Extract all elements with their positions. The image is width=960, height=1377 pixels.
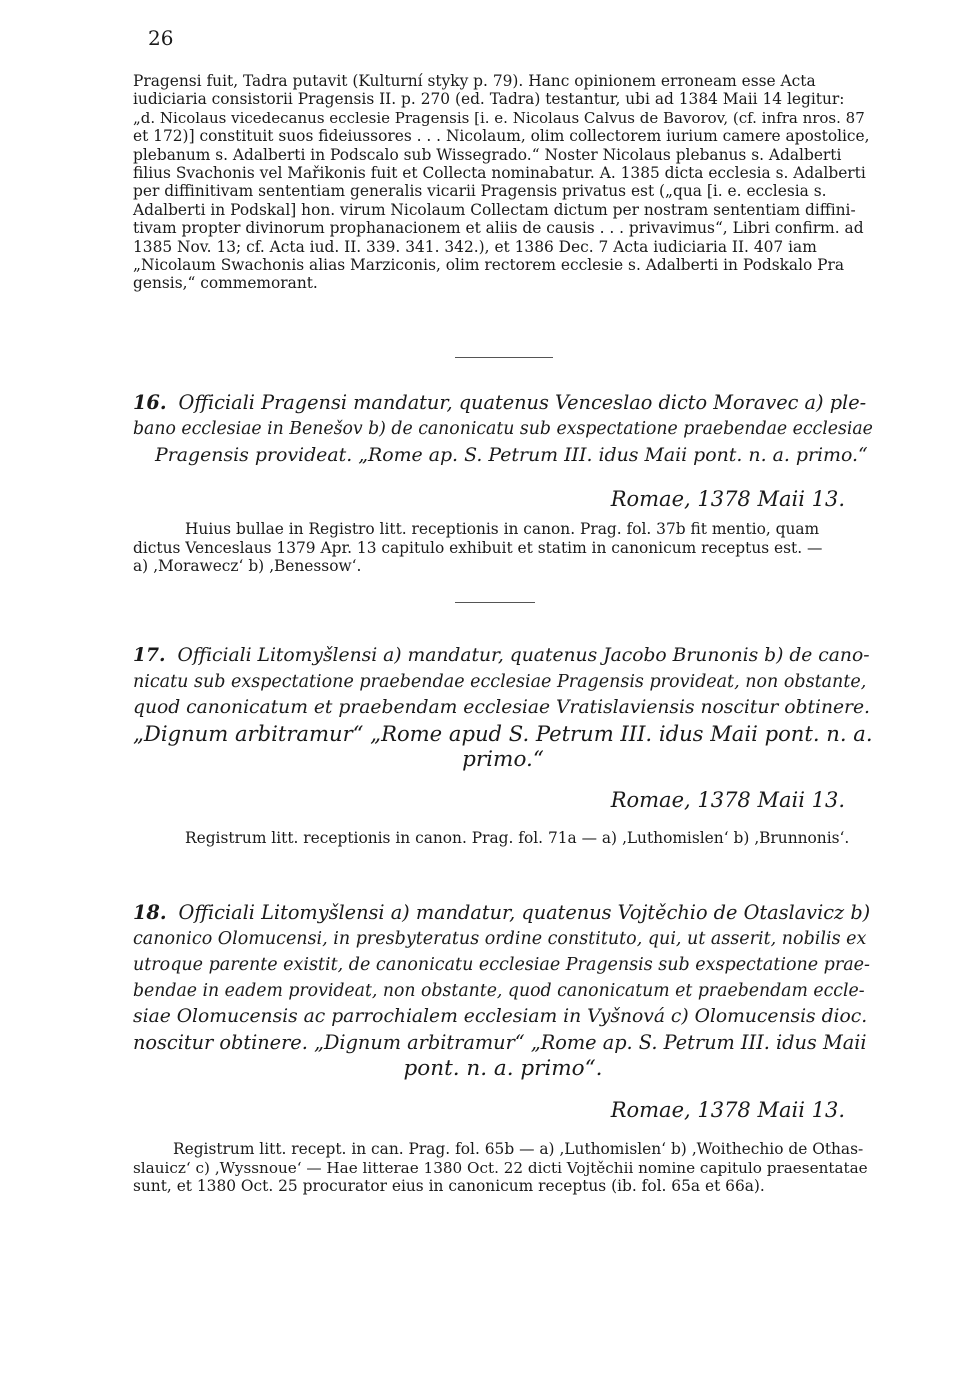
- intro-line: per diffinitivam sententiam generalis vicarii Pragensis privatus est („qua [i. e. ecclesia s.: [133, 182, 827, 201]
- heading-line: „Dignum arbitramur“ „Rome apud S. Petrum III. idus Maii pont. n. a.: [133, 721, 873, 746]
- note-line: Registrum litt. recept. in can. Prag. fol. 65b — a) ‚Luthomislen‘ b) ‚Woithechio de Othas-: [173, 1140, 864, 1158]
- intro-paragraph: [133, 72, 871, 293]
- section-divider: [455, 602, 535, 603]
- heading-line: bendae in eadem provideat, non obstante, quod canonicatum et praebendam eccle-: [133, 981, 865, 1001]
- heading-line: noscitur obtinere. „Dignum arbitramur“ „Rome ap. S. Petrum III. idus Maii: [133, 1031, 867, 1054]
- note-line: dictus Venceslaus 1379 Apr. 13 capitulo exhibuit et statim in canonicum receptus est. —: [133, 538, 823, 557]
- heading-line: pont. n. a. primo“.: [403, 1056, 603, 1081]
- entry-17-heading: [133, 642, 873, 773]
- heading-line: 16. Officiali Pragensi mandatur, quatenus Venceslao dicto Moravec a) ple-: [133, 391, 867, 414]
- intro-line: gensis,“ commemorant.: [133, 274, 318, 293]
- heading-line: nicatu sub exspectatione praebendae ecclesiae Pragensis provideat, non obstante,: [133, 672, 867, 692]
- intro-line: iudiciaria consistorii Pragensis II. p. 270 (ed. Tadra) testantur, ubi ad 1384 Maii 14 legitur:: [133, 90, 845, 109]
- entry-number: 18.: [133, 901, 167, 924]
- heading-line: utroque parente existit, de canonicatu ecclesiae Pragensis sub exspectatione prae-: [133, 955, 870, 975]
- intro-line: Pragensi fuit, Tadra putavit (Kulturní styky p. 79). Hanc opinionem erroneam esse Acta: [133, 72, 816, 90]
- note-line: sunt, et 1380 Oct. 25 procurator eius in canonicum receptus (ib. fol. 65a et 66a).: [133, 1177, 765, 1196]
- entry-16-note: [133, 520, 871, 576]
- entry-number: 17.: [133, 644, 166, 666]
- entry-18-heading: [133, 900, 873, 1082]
- entry-number: 16.: [133, 391, 167, 414]
- heading-line: canonico Olomucensi, in presbyteratus ordine constituto, qui, ut asserit, nobilis ex: [133, 929, 867, 949]
- note-line: Huius bullae in Registro litt. receptionis in canon. Prag. fol. 37b fit mentio, quam: [185, 520, 820, 538]
- entry-16-heading: [133, 390, 873, 468]
- entry-18-date: Romae, 1378 Maii 13.: [610, 1098, 845, 1122]
- heading-line: 17. Officiali Litomyšlensi a) mandatur, quatenus Jacobo Brunonis b) de cano-: [133, 644, 870, 666]
- intro-line: „d. Nicolaus vicedecanus ecclesie Pragensis [i. e. Nicolaus Calvus de Bavorov, (cf. infra nros. 87: [133, 108, 865, 127]
- entry-17-date: Romae, 1378 Maii 13.: [610, 788, 845, 812]
- heading-line: 18. Officiali Litomyšlensi a) mandatur, quatenus Vojtěchio de Otaslavicz b): [133, 901, 871, 924]
- entry-16-date: Romae, 1378 Maii 13.: [610, 487, 845, 511]
- intro-line: plebanum s. Adalberti in Podscalo sub Wissegrado.“ Noster Nicolaus plebanus s. Adalberti: [133, 145, 842, 164]
- note-line: slauicz‘ c) ‚Wyssnoue‘ — Hae litterae 1380 Oct. 22 dicti Vojtěchii nomine capitulo praesentatae: [133, 1158, 868, 1177]
- heading-line: siae Olomucensis ac parrochialem ecclesiam in Vyšnová c) Olomucensis dioc.: [133, 1006, 868, 1027]
- heading-line: bano ecclesiae in Benešov b) de canonicatu sub exspectatione praebendae ecclesiae: [133, 419, 873, 439]
- intro-line: „Nicolaum Swachonis alias Marziconis, olim rectorem ecclesie s. Adalberti in Podskalo Pra: [133, 256, 845, 275]
- section-divider: [455, 357, 553, 358]
- note-line: a) ‚Morawecz‘ b) ‚Benessow‘.: [133, 557, 362, 576]
- heading-line: Pragensis provideat. „Rome ap. S. Petrum III. idus Maii pont. n. a. primo.“: [155, 444, 868, 466]
- intro-line: tivam propter divinorum prophanacionem et aliis de causis . . . privavimus“, Libri confirm. ad: [133, 219, 864, 238]
- intro-line: et 172)] constituit suos fideiussores . . . Nicolaum, olim collectorem iurium camere apostolice,: [133, 127, 870, 146]
- page-number: 26: [148, 26, 174, 50]
- heading-line: quod canonicatum et praebendam ecclesiae Vratislaviensis noscitur obtinere.: [133, 697, 870, 718]
- note-line: Registrum litt. receptionis in canon. Prag. fol. 71a — a) ‚Luthomislen‘ b) ‚Brunnonis‘.: [185, 829, 850, 847]
- intro-line: Adalberti in Podskal] hon. virum Nicolaum Collectam dictum per nostram sententiam diffini-: [133, 200, 856, 219]
- heading-line: primo.“: [462, 747, 544, 772]
- entry-18-note: [133, 1140, 871, 1196]
- entry-17-note: [133, 829, 871, 848]
- intro-line: filius Svachonis vel Mařikonis fuit et Collecta nominabatur. A. 1385 dicta ecclesia s. Adalberti: [133, 164, 866, 183]
- intro-line: 1385 Nov. 13; cf. Acta iud. II. 339. 341. 342.), et 1386 Dec. 7 Acta iudiciaria II. 407 iam: [133, 237, 817, 256]
